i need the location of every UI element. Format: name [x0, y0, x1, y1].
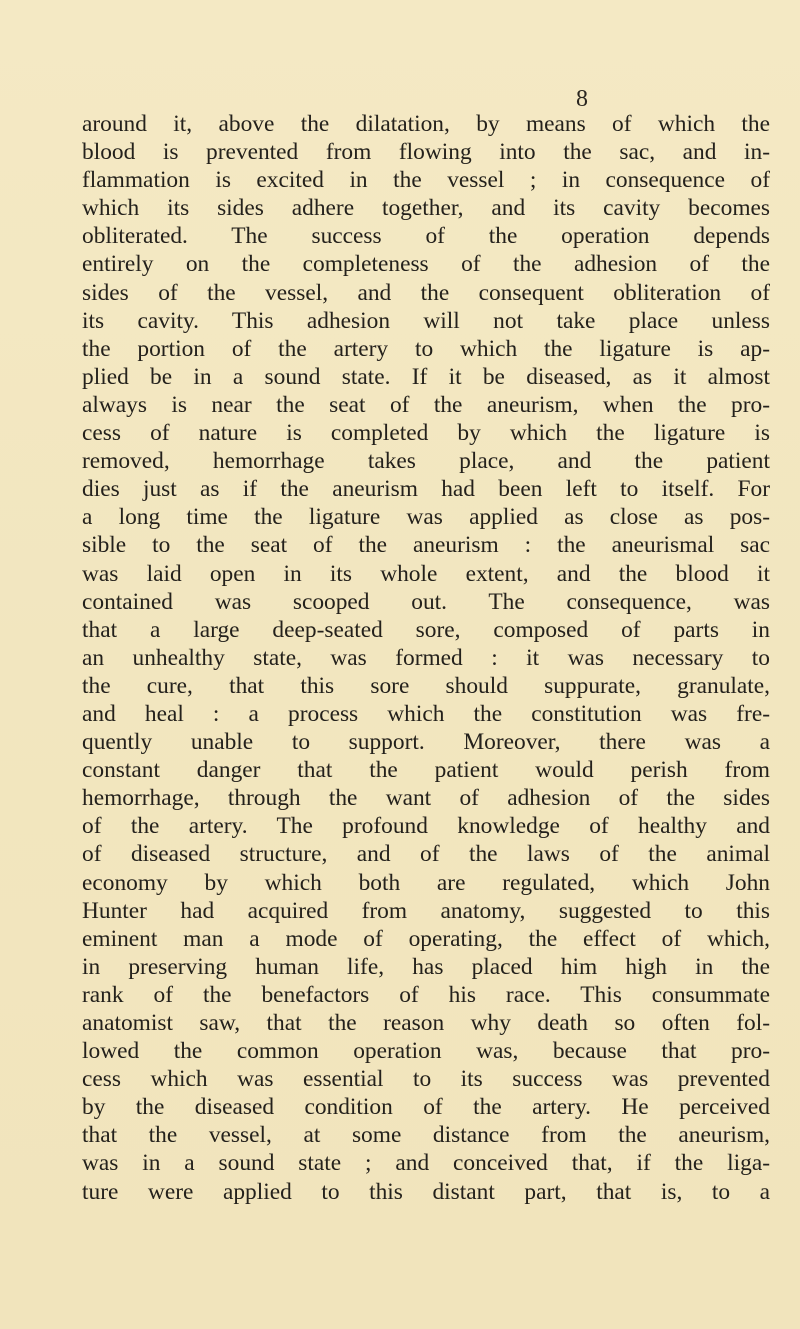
text-line: dies just as if the aneurism had been left to itself. For — [82, 476, 770, 503]
text-line: a long time the ligature was applied as close as pos- — [82, 504, 770, 531]
text-line: contained was scooped out. The consequence, was — [82, 588, 770, 615]
text-line: an unhealthy state, was formed : it was necessary to — [82, 644, 770, 671]
text-line: constant danger that the patient would perish from — [82, 757, 770, 784]
text-line: the portion of the artery to which the ligature is ap- — [82, 335, 770, 362]
text-line: eminent man a mode of operating, the effect of which, — [82, 925, 770, 952]
text-line: cess of nature is completed by which the ligature is — [82, 420, 770, 447]
text-line: was laid open in its whole extent, and the blood it — [82, 560, 770, 587]
text-line: its cavity. This adhesion will not take place unless — [82, 307, 770, 334]
page-number: 8 — [576, 86, 588, 112]
text-line: sible to the seat of the aneurism : the aneurismal sac — [82, 532, 770, 559]
text-line: always is near the seat of the aneurism, when the pro- — [82, 391, 770, 418]
text-line: by the diseased condition of the artery. He perceived — [82, 1094, 770, 1121]
text-line: lowed the common operation was, because that pro- — [82, 1038, 770, 1065]
text-line: and heal : a process which the constitution was fre- — [82, 700, 770, 727]
text-line: was in a sound state ; and conceived that, if the liga- — [82, 1150, 770, 1177]
text-line: cess which was essential to its success was prevented — [82, 1066, 770, 1093]
text-line: the cure, that this sore should suppurate, granulate, — [82, 672, 770, 699]
text-line: that a large deep-seated sore, composed of parts in — [82, 616, 770, 643]
text-line: removed, hemorrhage takes place, and the patient — [82, 448, 770, 475]
text-line: economy by which both are regulated, which John — [82, 869, 770, 896]
text-line: plied be in a sound state. If it be diseased, as it almost — [82, 363, 770, 390]
body-text — [82, 110, 770, 1206]
text-line: which its sides adhere together, and its cavity becomes — [82, 195, 770, 222]
text-line: sides of the vessel, and the consequent obliteration of — [82, 279, 770, 306]
text-line: of the artery. The profound knowledge of healthy and — [82, 813, 770, 840]
text-line: flammation is excited in the vessel ; in consequence of — [82, 167, 770, 194]
text-line: rank of the benefactors of his race. This consummate — [82, 981, 770, 1008]
text-line: obliterated. The success of the operation depends — [82, 223, 770, 250]
text-line: quently unable to support. Moreover, there was a — [82, 729, 770, 756]
text-line: blood is prevented from flowing into the sac, and in- — [82, 139, 770, 166]
text-line: of diseased structure, and of the laws of the animal — [82, 841, 770, 868]
text-line: hemorrhage, through the want of adhesion of the sides — [82, 785, 770, 812]
text-line: entirely on the completeness of the adhesion of the — [82, 251, 770, 278]
text-line: Hunter had acquired from anatomy, suggested to this — [82, 897, 770, 924]
text-line: anatomist saw, that the reason why death so often fol- — [82, 1010, 770, 1036]
text-line: that the vessel, at some distance from the aneurism, — [82, 1122, 770, 1149]
text-line: ture were applied to this distant part, that is, to a — [82, 1178, 770, 1205]
text-line: around it, above the dilatation, by means of which the — [82, 111, 770, 137]
text-line: in preserving human life, has placed him high in the — [82, 953, 770, 980]
